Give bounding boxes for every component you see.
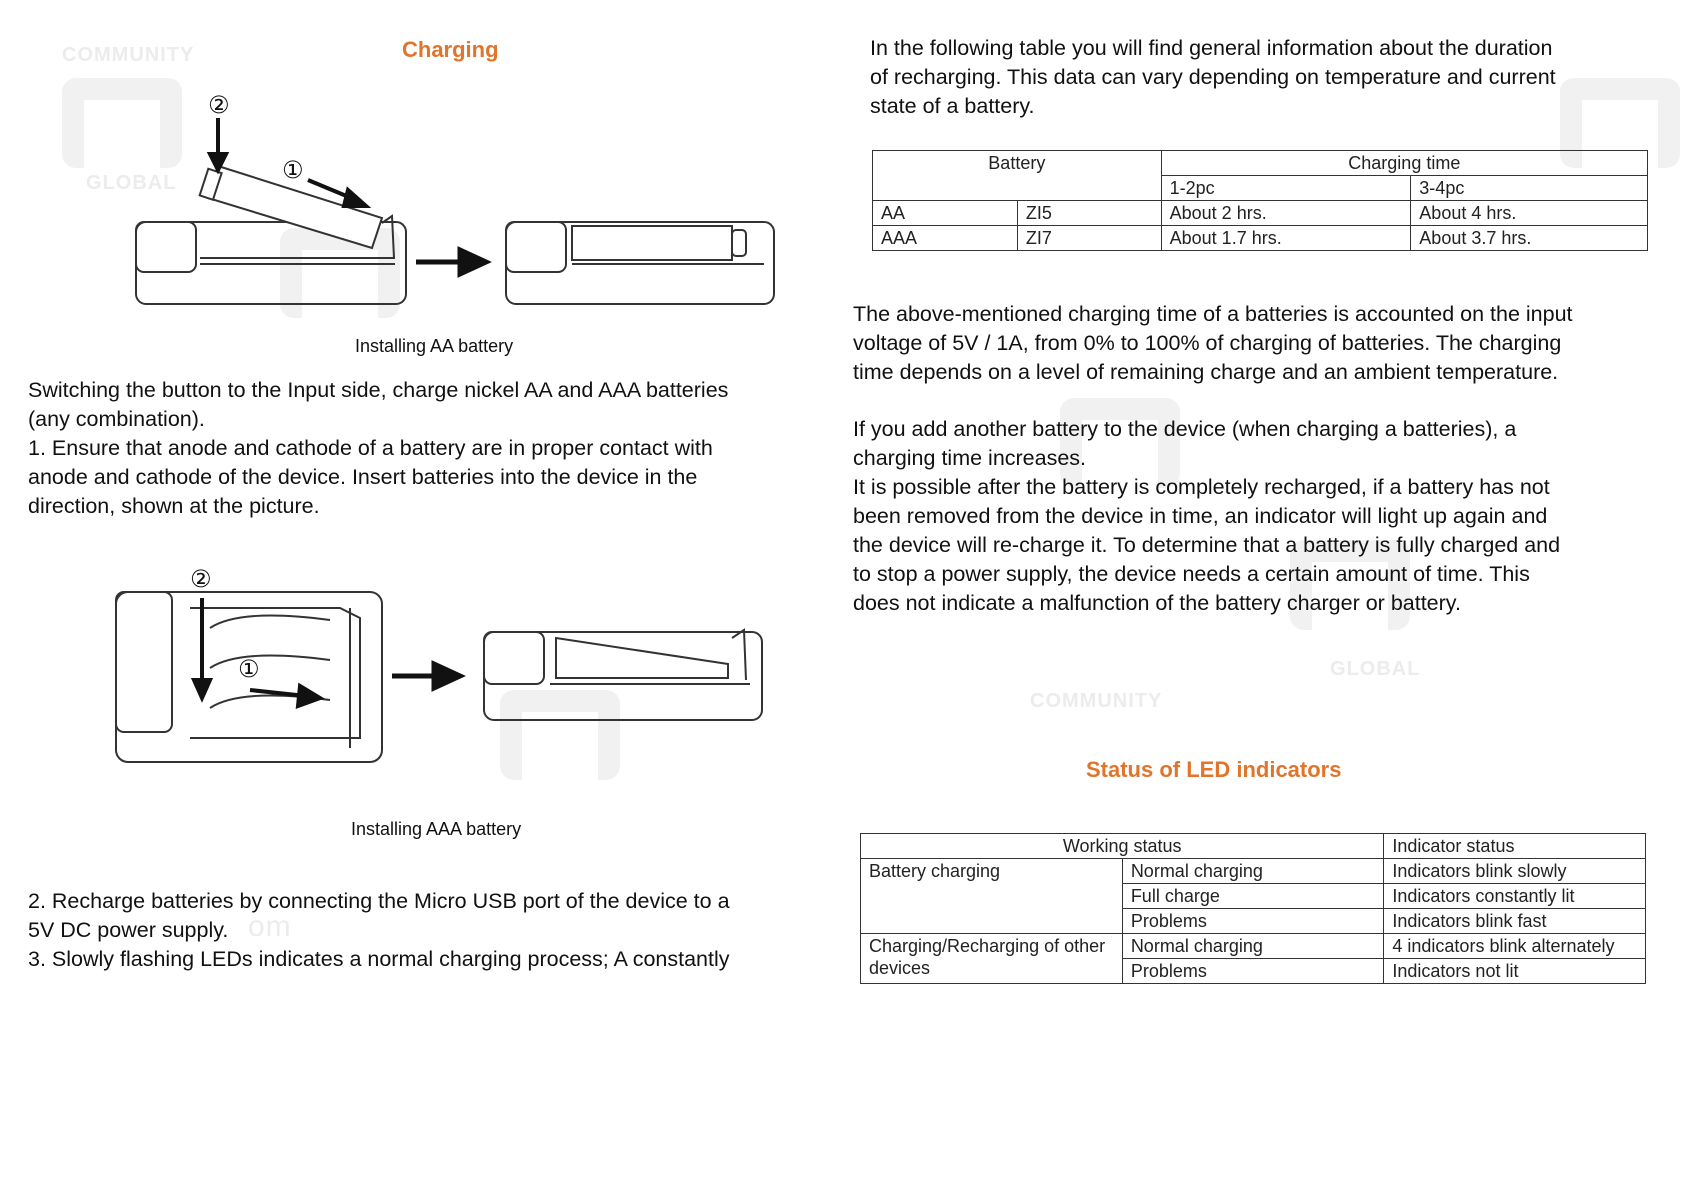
text-line: charging time increases. bbox=[853, 446, 1087, 470]
table-cell: Problems bbox=[1122, 909, 1384, 934]
table-cell: Full charge bbox=[1122, 884, 1384, 909]
arrow-result-aaa bbox=[392, 664, 460, 688]
table-cell: AA bbox=[873, 201, 1018, 226]
table-cell: About 2 hrs. bbox=[1161, 201, 1411, 226]
table-cell: 4 indicators blink alternately bbox=[1384, 934, 1646, 959]
table-row bbox=[873, 226, 1648, 251]
aaa-battery-diagram bbox=[110, 568, 790, 778]
table-cell: About 3.7 hrs. bbox=[1411, 226, 1648, 251]
battery-header: Battery bbox=[873, 151, 1162, 201]
arrow-result bbox=[416, 250, 486, 274]
text-line: of recharging. This data can vary depending on temperature and current bbox=[870, 65, 1556, 89]
text-line: 3. Slowly flashing LEDs indicates a normal charging process; A constantly bbox=[28, 947, 730, 971]
group-other-devices bbox=[861, 934, 1123, 984]
table-cell: ZI5 bbox=[1017, 201, 1161, 226]
watermark-community: COMMUNITY bbox=[62, 44, 195, 66]
table-cell: ZI7 bbox=[1017, 226, 1161, 251]
text-line: The above-mentioned charging time of a batteries is accounted on the input bbox=[853, 302, 1573, 326]
table-header-row bbox=[861, 834, 1646, 859]
text-line: voltage of 5V / 1A, from 0% to 100% of charging of batteries. The charging bbox=[853, 331, 1562, 355]
subheader-1-2pc: 1-2pc bbox=[1161, 176, 1411, 201]
group-battery-charging: Battery charging bbox=[861, 859, 1123, 934]
charging-steps bbox=[28, 887, 828, 974]
text-line: time depends on a level of remaining charge and an ambient temperature. bbox=[853, 360, 1559, 384]
text-line: direction, shown at the picture. bbox=[28, 494, 320, 518]
table-cell: About 4 hrs. bbox=[1411, 201, 1648, 226]
text-line: 2. Recharge batteries by connecting the Micro USB port of the device to a bbox=[28, 889, 730, 913]
subheader-3-4pc: 3-4pc bbox=[1411, 176, 1648, 201]
charging-time-header: Charging time bbox=[1161, 151, 1647, 176]
charging-notes-1 bbox=[853, 300, 1673, 387]
table-cell: Normal charging bbox=[1122, 859, 1384, 884]
table-cell: Indicators blink slowly bbox=[1384, 859, 1646, 884]
watermark-global: GLOBAL bbox=[86, 172, 177, 194]
text-line: In the following table you will find general information about the duration bbox=[870, 36, 1553, 60]
table-cell: Problems bbox=[1122, 959, 1384, 984]
table-cell: Indicators not lit bbox=[1384, 959, 1646, 984]
text-line: Switching the button to the Input side, charge nickel AA and AAA batteries bbox=[28, 378, 729, 402]
step-two-marker: ② bbox=[208, 92, 230, 119]
led-status-table bbox=[860, 833, 1646, 984]
table-row bbox=[861, 859, 1646, 884]
charging-time-table bbox=[872, 150, 1648, 251]
caption-aa: Installing AA battery bbox=[355, 336, 514, 356]
text-line: anode and cathode of the device. Insert batteries into the device in the bbox=[28, 465, 698, 489]
table-cell: About 1.7 hrs. bbox=[1161, 226, 1411, 251]
step-one-marker: ① bbox=[282, 157, 304, 184]
text-line: Charging/Recharging of other bbox=[869, 936, 1106, 956]
text-line: devices bbox=[869, 958, 931, 978]
aa-battery-diagram bbox=[120, 88, 800, 318]
watermark-global: GLOBAL bbox=[1330, 658, 1421, 680]
charging-notes-2 bbox=[853, 415, 1673, 618]
charging-title: Charging bbox=[402, 37, 499, 62]
step-two-marker-aaa: ② bbox=[190, 566, 212, 593]
watermark-community: COMMUNITY bbox=[1030, 690, 1163, 712]
text-line: 5V DC power supply. bbox=[28, 918, 229, 942]
step-one-marker-aaa: ① bbox=[238, 656, 260, 683]
text-line: It is possible after the battery is completely recharged, if a battery has not bbox=[853, 475, 1550, 499]
watermark-fragment: om bbox=[248, 910, 292, 943]
text-line: does not indicate a malfunction of the battery charger or battery. bbox=[853, 591, 1461, 615]
charger-right-aaa bbox=[484, 630, 762, 720]
charging-intro bbox=[28, 376, 818, 521]
arrow-insert-down-aaa bbox=[194, 598, 210, 698]
table-row bbox=[861, 934, 1646, 959]
caption-aaa: Installing AAA battery bbox=[351, 819, 522, 839]
table-cell: AAA bbox=[873, 226, 1018, 251]
text-line: 1. Ensure that anode and cathode of a battery are in proper contact with bbox=[28, 436, 713, 460]
duration-intro bbox=[870, 34, 1670, 121]
text-line: (any combination). bbox=[28, 407, 205, 431]
table-row bbox=[873, 201, 1648, 226]
charger-right bbox=[506, 222, 774, 304]
table-cell: Indicators blink fast bbox=[1384, 909, 1646, 934]
led-status-title: Status of LED indicators bbox=[1086, 757, 1342, 782]
table-cell: Indicators constantly lit bbox=[1384, 884, 1646, 909]
text-line: to stop a power supply, the device needs a certain amount of time. This bbox=[853, 562, 1530, 586]
text-line: the device will re-charge it. To determine that a battery is fully charged and bbox=[853, 533, 1561, 557]
table-cell: Normal charging bbox=[1122, 934, 1384, 959]
indicator-status-header: Indicator status bbox=[1384, 834, 1646, 859]
text-line: been removed from the device in time, an indicator will light up again and bbox=[853, 504, 1548, 528]
working-status-header: Working status bbox=[861, 834, 1384, 859]
text-line: If you add another battery to the device (when charging a batteries), a bbox=[853, 417, 1517, 441]
text-line: state of a battery. bbox=[870, 94, 1035, 118]
arrow-insert-down bbox=[210, 118, 226, 170]
table-header-row bbox=[873, 151, 1648, 176]
